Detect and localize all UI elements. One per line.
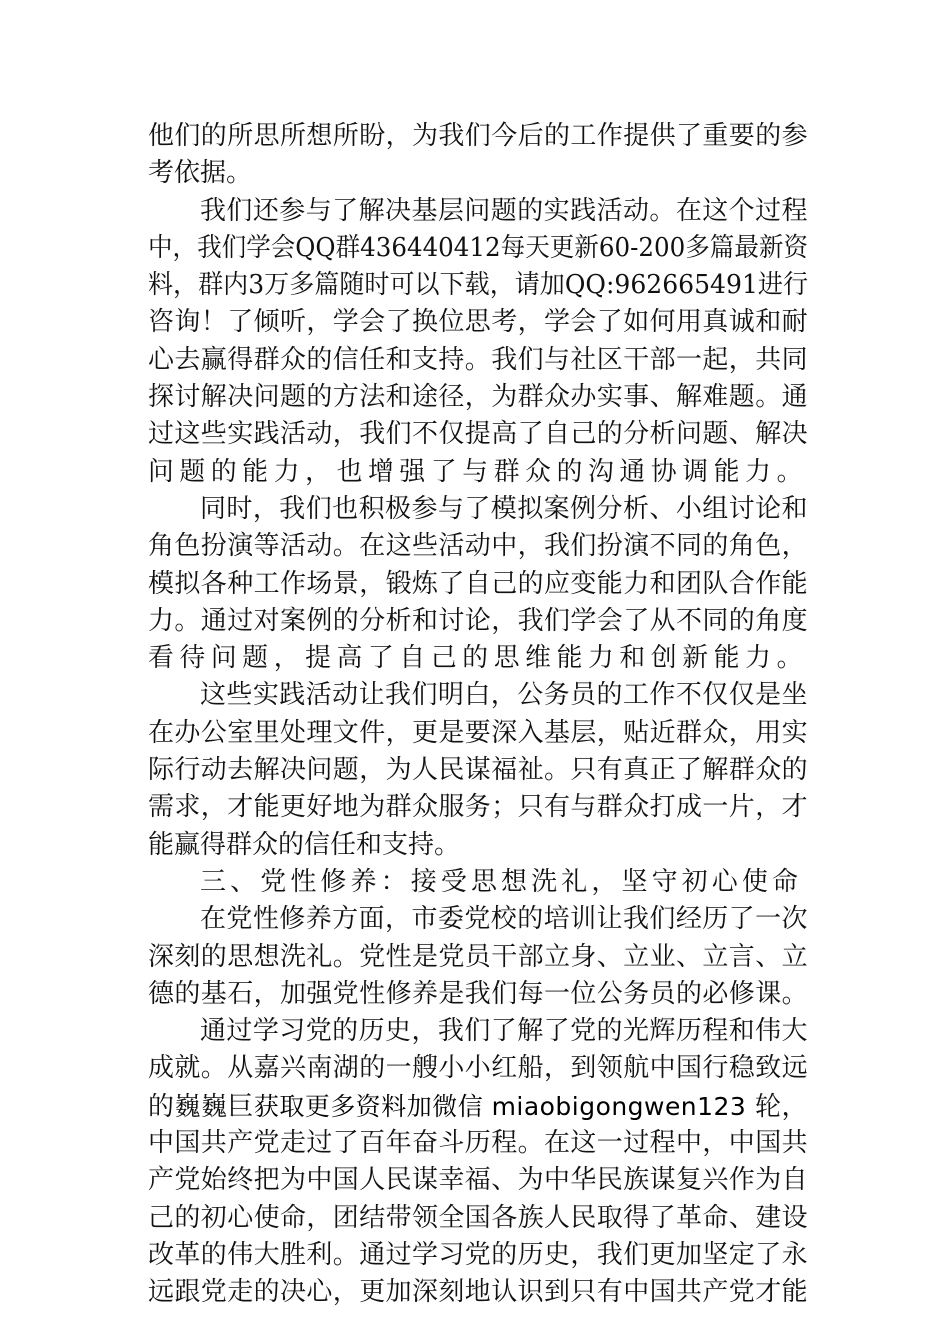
text-line-content: 模拟各种工作场景，锻炼了自己的应变能力和团队合作能 [148,568,808,599]
text-line-content [148,1088,808,1126]
text-line [148,1237,808,1274]
text-line [148,1088,808,1125]
text-line [148,491,808,528]
text-line [148,901,808,938]
text-line [148,752,808,789]
text-line-content: 际行动去解决问题，为人民谋福祉。只有真正了解群众的 [148,755,808,786]
text-line [148,454,808,491]
text-fragment: 轮， [746,1091,808,1122]
text-line-content: 咨询！了倾听，学会了换位思考，学会了如何用真诚和耐 [148,307,808,338]
text-line [148,416,808,453]
text-line-content: 探讨解决问题的方法和途径，为群众办实事、解难题。通 [148,382,808,413]
text-line-content: 看待问题，提高了自己的思维能力和创新能力。 [148,643,808,674]
text-line [148,230,808,267]
text-line [148,827,808,864]
text-line-content: 问题的能力，也增强了与群众的沟通协调能力。 [148,456,808,487]
text-line-content: 远跟党走的决心，更加深刻地认识到只有中国共产党才能 [148,1277,808,1308]
text-line-content: 力。通过对案例的分析和讨论，我们学会了从不同的角度 [148,605,808,636]
text-line-content: 中国共产党走过了百年奋斗历程。在这一过程中，中国共 [148,1128,808,1159]
text-line-content: 需求，才能更好地为群众服务；只有与群众打成一片，才 [148,792,808,823]
text-line-content: 角色扮演等活动。在这些活动中，我们扮演不同的角色， [148,531,808,562]
text-line [148,193,808,230]
text-line-content: 通过学习党的历史，我们了解了党的光辉历程和伟大 [200,1016,808,1047]
text-line-content: 在党性修养方面，市委党校的培训让我们经历了一次 [200,904,808,935]
text-line-content: 他们的所思所想所盼，为我们今后的工作提供了重要的参 [148,121,808,151]
text-line-content: 产党始终把为中国人民谋幸福、为中华民族谋复兴作为自 [148,1165,808,1196]
section-heading [148,864,808,901]
text-line-content: 这些实践活动让我们明白，公务员的工作不仅仅是坐 [200,680,808,711]
text-line [148,976,808,1013]
text-line-content: 成就。从嘉兴南湖的一艘小小红船，到领航中国行稳致远 [148,1053,808,1084]
text-line [148,528,808,565]
text-line [148,304,808,341]
text-line [148,566,808,603]
text-line [148,1274,808,1311]
text-line [148,603,808,640]
text-line-content: 心去赢得群众的信任和支持。我们与社区干部一起，共同 [148,344,808,375]
text-line [148,1125,808,1162]
text-line-content: 同时，我们也积极参与了模拟案例分析、小组讨论和 [200,493,808,524]
promo-text: 获取更多资料加微信 miaobigongwen123 [253,1091,747,1121]
text-line-content: 我们还参与了解决基层问题的实践活动。在这个过程 [200,195,808,226]
text-line [148,118,808,155]
text-line-content: 过这些实践活动，我们不仅提高了自己的分析问题、解决 [148,419,808,450]
text-line [148,939,808,976]
text-line [148,789,808,826]
text-line-content: 改革的伟大胜利。通过学习党的历史，我们更加坚定了永 [148,1239,808,1270]
text-line [148,1162,808,1199]
text-line [148,1200,808,1237]
text-line [148,715,808,752]
text-line [148,1013,808,1050]
text-line [148,677,808,714]
text-line-content: 中，我们学会QQ群436440412每天更新60-200多篇最新资 [148,232,808,263]
text-fragment: 的巍巍巨 [148,1091,254,1122]
text-line-content: 料，群内3万多篇随时可以下载，请加QQ:962665491进行 [148,270,808,301]
text-line-content: 在办公室里处理文件，更是要深入基层，贴近群众，用实 [148,717,808,748]
text-line-content: 考依据。 [148,158,253,189]
text-line-content: 德的基石，加强党性修养是我们每一位公务员的必修课。 [148,978,808,1009]
text-line [148,640,808,677]
text-line-content: 深刻的思想洗礼。党性是党员干部立身、立业、立言、立 [148,941,808,972]
document-body [148,118,808,1312]
section-heading-text: 三、党性修养：接受思想洗礼，坚守初心使命 [200,866,803,897]
text-line [148,379,808,416]
text-line [148,1050,808,1087]
text-line [148,342,808,379]
text-line-content: 己的初心使命，团结带领全国各族人民取得了革命、建设 [148,1202,808,1233]
text-line [148,267,808,304]
text-line [148,155,808,192]
text-line-content: 能赢得群众的信任和支持。 [148,829,461,860]
